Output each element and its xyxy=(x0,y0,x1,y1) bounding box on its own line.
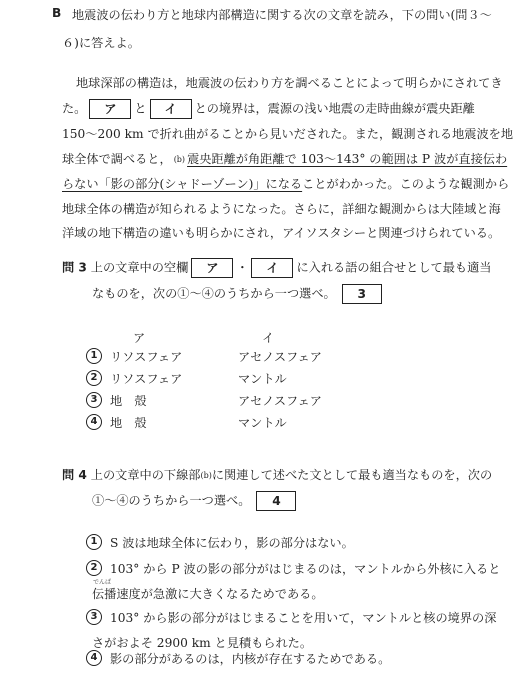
q4-option-text: 103° から影の部分がはじまることを用いて，マントルと核の境界の深 xyxy=(110,611,497,625)
q4-option-marker[interactable] xyxy=(86,650,104,666)
passage-text: た。 xyxy=(62,101,87,116)
q4-line2 xyxy=(92,491,299,511)
q3-option-a: 地 殻 xyxy=(110,394,147,408)
option-number-circle[interactable]: 1 xyxy=(86,534,102,550)
q4-answer-box[interactable]: 4 xyxy=(256,491,296,511)
q3-option-i: マントル xyxy=(238,416,287,430)
blank-a-box: ア xyxy=(191,258,233,278)
q4-label: 問 4 xyxy=(62,468,87,482)
option-number-circle[interactable]: 3 xyxy=(86,609,102,625)
q3-option-i: マントル xyxy=(238,372,287,386)
q4-option-text: 103° から P 波の影の部分がはじまるのは，マントルから外核に入ると xyxy=(110,562,501,576)
q3-option-a: 地 殻 xyxy=(110,416,147,430)
passage-line xyxy=(62,150,507,167)
q3-option-marker[interactable] xyxy=(86,348,104,364)
option-number-circle[interactable]: 3 xyxy=(86,392,102,408)
q4-option-marker[interactable] xyxy=(86,534,104,550)
option-number-circle[interactable]: 2 xyxy=(86,370,102,386)
q4-option-text-cont: さがおよそ 2900 km と見積もられた。 xyxy=(92,636,313,650)
q3-option-marker[interactable] xyxy=(86,392,104,408)
q4-text: 上の文章中の下線部 xyxy=(90,468,201,482)
q3-label: 問 3 xyxy=(62,260,87,275)
q3-instruction: なものを，次の①〜④のうちから一つ選べ。 xyxy=(92,286,336,301)
q3-option-a: リソスフェア xyxy=(110,350,183,364)
q4-instruction: ①〜④のうちから一つ選べ。 xyxy=(92,493,251,508)
passage-line xyxy=(62,175,509,192)
underlined-text: 震央距離が角距離で 103〜143° の範囲は P 波が直接伝わ xyxy=(187,152,508,166)
q4-option-text: S 波は地球全体に伝わり，影の部分はない。 xyxy=(110,536,354,550)
q3-option-i: アセノスフェア xyxy=(238,394,322,408)
q3-option-marker[interactable] xyxy=(86,414,104,430)
underlined-text: らない「影の部分(シャドーゾーン)」になる xyxy=(62,177,303,191)
blank-i-box: イ xyxy=(251,258,293,278)
passage-text: 球全体で調べると， xyxy=(62,152,172,166)
passage-text: との境界は，震源の浅い地震の走時曲線が震央距離 xyxy=(194,101,475,116)
q4-underline-mark: (b) xyxy=(200,471,212,480)
passage-line xyxy=(62,99,475,119)
q4-option-text: 影の部分があるのは，内核が存在するためである。 xyxy=(110,652,391,666)
passage-line: 洋域の地下構造の違いも明らかにされ，アイソスタシーと関連づけられている。 xyxy=(62,226,501,240)
q3-text: ・ xyxy=(236,260,249,275)
q4-option-marker[interactable] xyxy=(86,560,104,576)
passage-text: と xyxy=(134,101,147,116)
q4-text: に関連して述べた文として最も適当なものを，次の xyxy=(211,468,493,482)
underline-mark-b: (b) xyxy=(173,155,186,164)
q3-option-marker[interactable] xyxy=(86,370,104,386)
section-title-line2: ６)に答えよ。 xyxy=(62,36,140,50)
q3-line2 xyxy=(92,284,385,304)
q3-answer-box[interactable]: 3 xyxy=(342,284,382,304)
blank-i-box: イ xyxy=(150,99,192,119)
q3-text: 上の文章中の空欄 xyxy=(90,260,189,275)
blank-a-box: ア xyxy=(89,99,131,119)
q3-text: に入れる語の組合せとして最も適当 xyxy=(296,260,492,275)
q3-col-i-header: イ xyxy=(262,331,275,345)
option-number-circle[interactable]: 4 xyxy=(86,414,102,430)
passage-line: 150〜200 km で折れ曲がることから見いだされた。また，観測される地震波を地 xyxy=(62,127,514,141)
section-label: B xyxy=(52,6,62,20)
option-number-circle[interactable]: 2 xyxy=(86,560,102,576)
q3-col-a-header: ア xyxy=(133,331,146,345)
option-number-circle[interactable]: 1 xyxy=(86,348,102,364)
q4-line1 xyxy=(62,466,492,483)
section-title-line1: 地震波の伝わり方と地球内部構造に関する次の文章を読み，下の問い(問３〜 xyxy=(72,8,492,22)
option-number-circle[interactable]: 4 xyxy=(86,650,102,666)
passage-line: 地球全体の構造が知られるようになった。さらに，詳細な観測からは大陸域と海 xyxy=(62,202,501,216)
passage-text: ことがわかった。このような観測から xyxy=(302,177,510,191)
q4-ruby-reading: でんぱ xyxy=(93,579,112,586)
q3-option-i: アセノスフェア xyxy=(238,350,322,364)
q3-option-a: リソスフェア xyxy=(110,372,183,386)
passage-line: 地球深部の構造は，地震波の伝わり方を調べることによって明らかにされてき xyxy=(76,76,503,90)
q3-line1 xyxy=(62,258,491,278)
q4-option-text-cont: 伝播速度が急激に大きくなるためである。 xyxy=(92,587,324,601)
q4-option-marker[interactable] xyxy=(86,609,104,625)
